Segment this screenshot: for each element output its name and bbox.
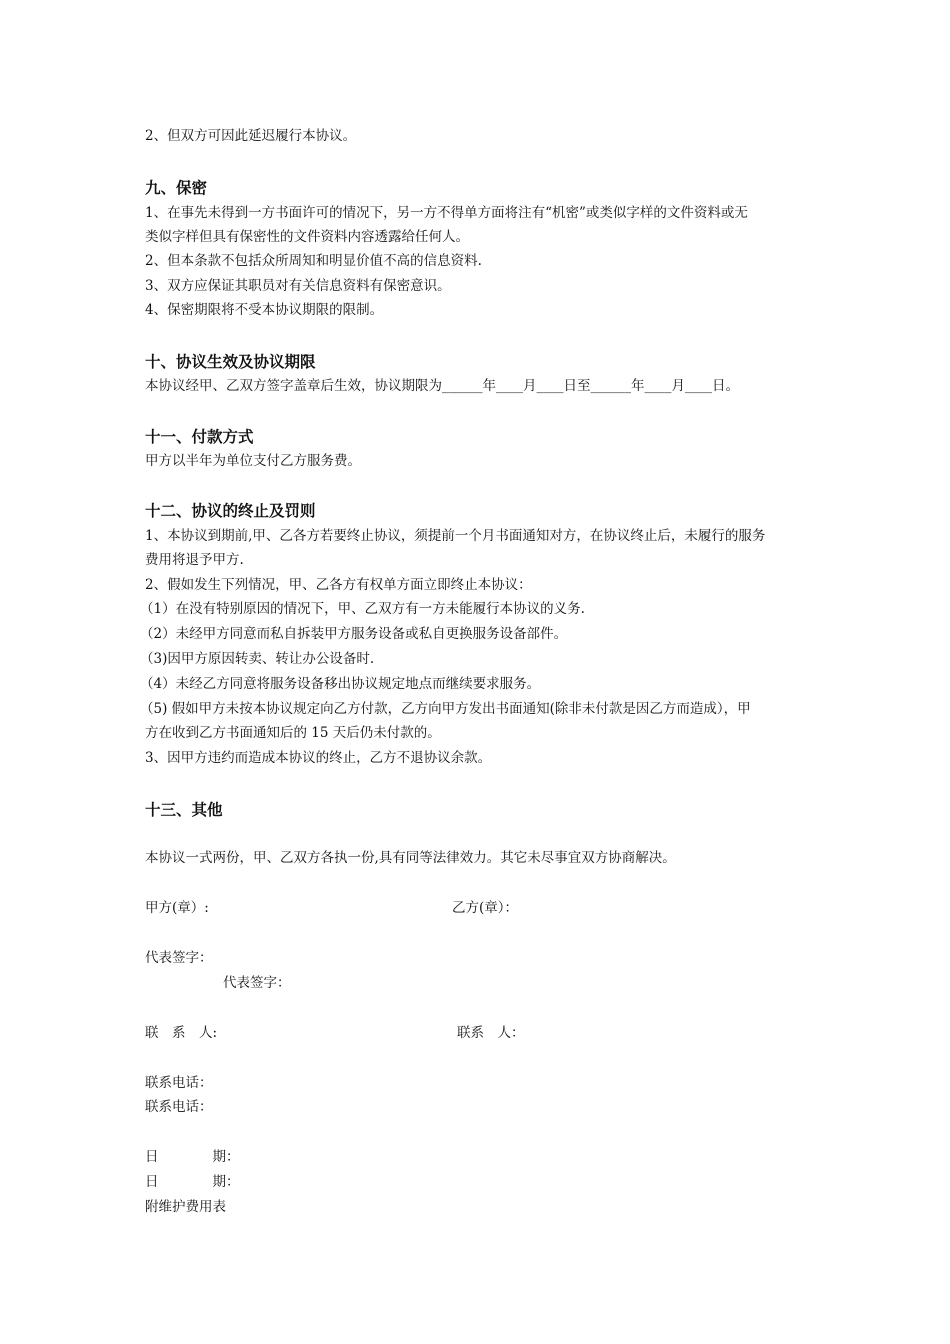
party-a-contact-label: 联 系 人: bbox=[145, 1025, 218, 1041]
section-9-heading: 九、保密 bbox=[145, 179, 208, 197]
paragraph-line: （4）未经乙方同意将服务设备移出协议规定地点而继续要求服务。 bbox=[140, 676, 541, 692]
appendix-note: 附维护费用表 bbox=[145, 1199, 226, 1215]
section-10-heading: 十、协议生效及协议期限 bbox=[145, 353, 316, 371]
section-12-heading: 十二、协议的终止及罚则 bbox=[145, 502, 316, 520]
party-a-date-label: 日 期： bbox=[145, 1149, 240, 1165]
paragraph-line: （5) 假如甲方未按本协议规定向乙方付款，乙方向甲方发出书面通知(除非未付款是因乙方而造成），甲 bbox=[140, 701, 751, 717]
party-a-seal-label: 甲方(章）: bbox=[145, 900, 209, 916]
paragraph-line: 1、本协议到期前,甲、乙各方若要终止协议，须提前一个月书面通知对方，在协议终止后，未履行的服务 bbox=[145, 528, 766, 544]
paragraph-line: 本协议一式两份，甲、乙双方各执一份,具有同等法律效力。其它未尽事宜双方协商解决。 bbox=[145, 850, 676, 866]
party-b-date-label: 日 期： bbox=[145, 1174, 240, 1190]
party-b-contact-label: 联系 人： bbox=[457, 1025, 525, 1041]
paragraph-line: 1、在事先未得到一方书面许可的情况下，另一方不得单方面将注有“机密”或类似字样的文件资料或无 bbox=[145, 205, 748, 221]
paragraph-line: 类似字样但具有保密性的文件资料内容透露给任何人。 bbox=[145, 229, 469, 245]
section-13-heading: 十三、其他 bbox=[145, 801, 223, 819]
paragraph-line: 甲方以半年为单位支付乙方服务费。 bbox=[145, 453, 361, 469]
paragraph-line: （2）未经甲方同意而私自拆装甲方服务设备或私自更换服务设备部件。 bbox=[140, 626, 568, 642]
party-a-representative-label: 代表签字： bbox=[145, 950, 213, 966]
paragraph-line: 2、但双方可因此延迟履行本协议。 bbox=[145, 128, 357, 144]
section-11-heading: 十一、付款方式 bbox=[145, 428, 254, 446]
party-b-representative-label: 代表签字： bbox=[223, 975, 291, 991]
paragraph-line: 2、假如发生下列情况，甲、乙各方有权单方面立即终止本协议： bbox=[145, 577, 532, 593]
party-b-seal-label: 乙方(章）： bbox=[452, 900, 519, 916]
paragraph-line: （1）在没有特别原因的情况下，甲、乙双方有一方未能履行本协议的义务. bbox=[140, 601, 585, 617]
party-a-phone-label: 联系电话： bbox=[145, 1075, 213, 1091]
paragraph-line: 4、保密期限将不受本协议期限的限制。 bbox=[145, 302, 384, 318]
paragraph-line: 2、但本条款不包括众所周知和明显价值不高的信息资料. bbox=[145, 253, 482, 269]
paragraph-line: 方在收到乙方书面通知后的 15 天后仍未付款的。 bbox=[145, 725, 441, 741]
paragraph-line: 3、因甲方违约而造成本协议的终止，乙方不退协议余款。 bbox=[145, 750, 492, 766]
paragraph-line: （3)因甲方原因转卖、转让办公设备时. bbox=[140, 651, 375, 667]
party-b-phone-label: 联系电话： bbox=[145, 1099, 213, 1115]
paragraph-line: 3、双方应保证其职员对有关信息资料有保密意识。 bbox=[145, 278, 451, 294]
paragraph-line: 本协议经甲、乙双方签字盖章后生效，协议期限为______年____月____日至______年____月____日。 bbox=[145, 378, 739, 394]
paragraph-line: 费用将退予甲方. bbox=[145, 552, 244, 568]
